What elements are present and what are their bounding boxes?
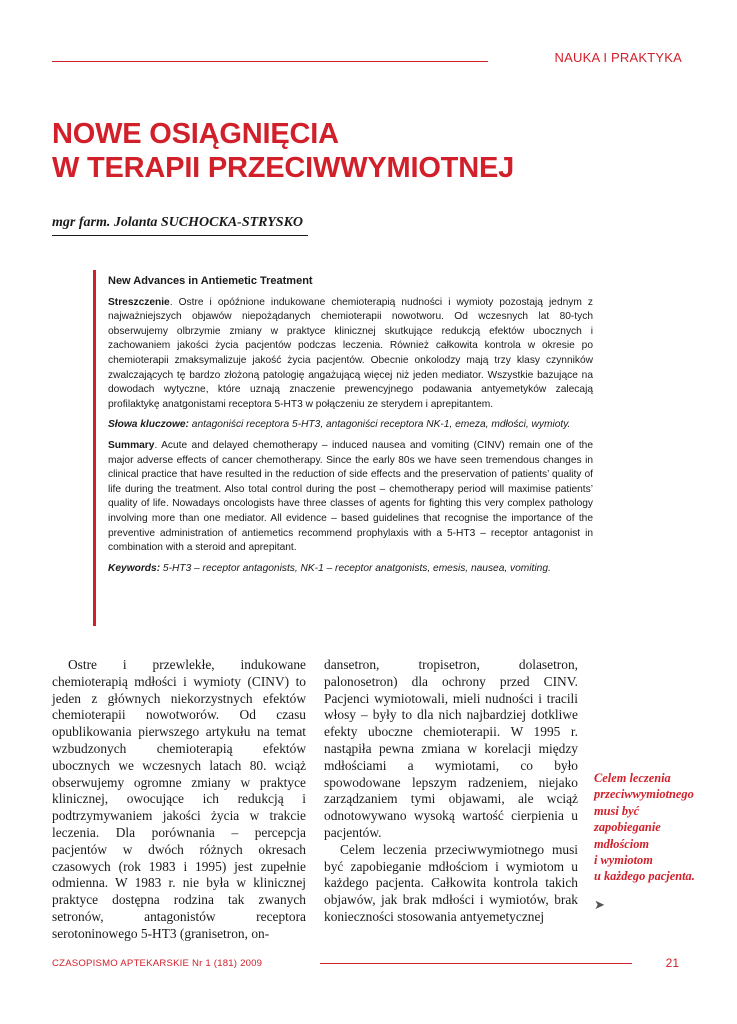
streszczenie-text: . Ostre i opóźnione indukowane chemioterapią nudności i wymioty pozostają jednym z najważniejszych objawów niepożądanych chemioterapii nowotworu. Od wczesnych lat 80-tych obserwujemy olbrzymie zmiany w praktyce klinicznej skutkujące redukcją efektów ubocznych i zachowaniem jakości życia pacjentów podczas leczenia. Również całkowita kontrola w okresie po chemioterapii zmaksymalizuje jakość życia pacjentów. Obecnie onkolodzy mają trzy klasy czynników zwalczających tę bardzo złożoną patologię angażującą więcej niż jeden mediator. Wszystkie bazujące na dowodach wytyczne, które uznają znaczenie prewencyjnego podawania antyemetyków zalecają profilaktykę anatgonistami receptora 5-HT3 w połączeniu ze sterydem i aprepitantem. [108, 296, 593, 410]
pull-quote-line: musi być [594, 803, 640, 818]
pull-quote-line: u każdego pacjenta. [594, 869, 695, 884]
pull-quote-line: Celem leczenia [594, 771, 671, 785]
summary-paragraph [108, 439, 593, 556]
slowa-kluczowe-label: Słowa kluczowe: [108, 419, 189, 431]
streszczenie-label: Streszczenie [108, 296, 170, 308]
section-label: NAUKA I PRAKTYKA [554, 50, 682, 65]
slowa-kluczowe-paragraph [108, 418, 593, 433]
body-column-left [52, 657, 306, 943]
author-name: mgr farm. Jolanta SUCHOCKA-STRYSKO [52, 215, 304, 230]
body-column-right [324, 657, 578, 926]
keywords-label: Keywords: [108, 562, 161, 574]
title-line-1: NOWE OSIĄGNIĘCIA [52, 118, 339, 150]
summary-text: . Acute and delayed chemotherapy – induced nausea and vomiting (CINV) remain one of the major adverse effects of cancer chemotherapy. Since the early 80s we have seen tremendous changes in clinical practice that have resulted in the reduction of side effects and the preservation of patients’ quality of life during the treatment. Also total control during the post – chemotherapy period will maximise patients’ quality of life. Nowadays oncologists have three classes of agents for fighting this very complex pathology involving more than one mediator. All evidence – based guidelines that recognise the importance of the preventive administration of antiemetics recommend prophylaxis with a 5-HT3 – receptor antagonist in combination with a steroid and aprepitant. [108, 439, 593, 554]
continue-arrow-icon: ➤ [594, 898, 605, 913]
author-underline [52, 235, 308, 236]
body-paragraph: Ostre i przewlekłe, indukowane chemioterapią mdłości i wymioty (CINV) to jeden z głównych niekorzystnych efektów chemioterapii nowotworów. Od czasu opublikowania pierwszego artykułu na temat wzbudzonych chemioterapią efektów ubocznych we wczesnych latach 80. wciąż obserwujemy ogromne zmiany w praktyce klinicznej, owocujące ich redukcją i podtrzymywaniem jakości życia w trakcie leczenia. Dla porównania – percepcja pacjentów w dwóch różnych okresach czasowych (rok 1983 i 1995) jest zupełnie odmienna. W 1983 r. nie była w klinicznej praktyce dostępna rodzina tak zwanych setronów, antagonistów receptora serotoninowego 5-HT3 (granisetron, on- [52, 657, 306, 941]
journal-name: CZASOPISMO APTEKARSKIE Nr 1 (181) 2009 [52, 958, 263, 969]
body-paragraph: dansetron, tropisetron, dolasetron, palonosetron) dla ochrony przed CINV. Pacjenci wymiotowali, mieli nudności i tracili włosy – były to dla nich najbardziej dotkliwe efekty uboczne chemioterapii. W 1995 r. nastąpiła pewna zmiana w korelacji między mdłościami a wymiotami, co było spowodowane lepszym radzeniem, niejako zarządzaniem tymi objawami, ale wciąż odnotowywano wysoką wartość cierpienia u pacjentów. [324, 657, 578, 840]
article-title [52, 117, 514, 185]
footer-rule [320, 963, 632, 964]
header-rule [52, 61, 488, 62]
pull-quote [594, 770, 719, 885]
keywords-paragraph [108, 562, 593, 577]
streszczenie-paragraph [108, 296, 593, 413]
summary-label: Summary [108, 439, 155, 451]
body-paragraph: Celem leczenia przeciwwymiotnego musi być zapobieganie mdłościom i wymiotom u każdego pacjenta. Całkowita kontrola takich objawów, jak brak mdłości i wymiotów, brak konieczności stosowania antyemetycznej [324, 841, 578, 924]
pull-quote-line: przeciwwymiotnego [594, 787, 694, 802]
pull-quote-line: i wymiotom [594, 853, 653, 868]
keywords-text: 5-HT3 – receptor antagonists, NK-1 – receptor anatgonists, emesis, nausea, vomiting. [160, 562, 551, 574]
title-line-2: W TERAPII PRZECIWWYMIOTNEJ [52, 152, 515, 184]
slowa-kluczowe-text: antagoniści receptora 5-HT3, antagoniści receptora NK-1, emeza, mdłości, wymioty. [188, 419, 571, 431]
english-title: New Advances in Antiemetic Treatment [108, 275, 313, 287]
page-number: 21 [665, 956, 679, 970]
pull-quote-line: mdłościom [594, 836, 650, 851]
abstract-box [93, 270, 593, 626]
pull-quote-line: zapobieganie [594, 820, 661, 835]
